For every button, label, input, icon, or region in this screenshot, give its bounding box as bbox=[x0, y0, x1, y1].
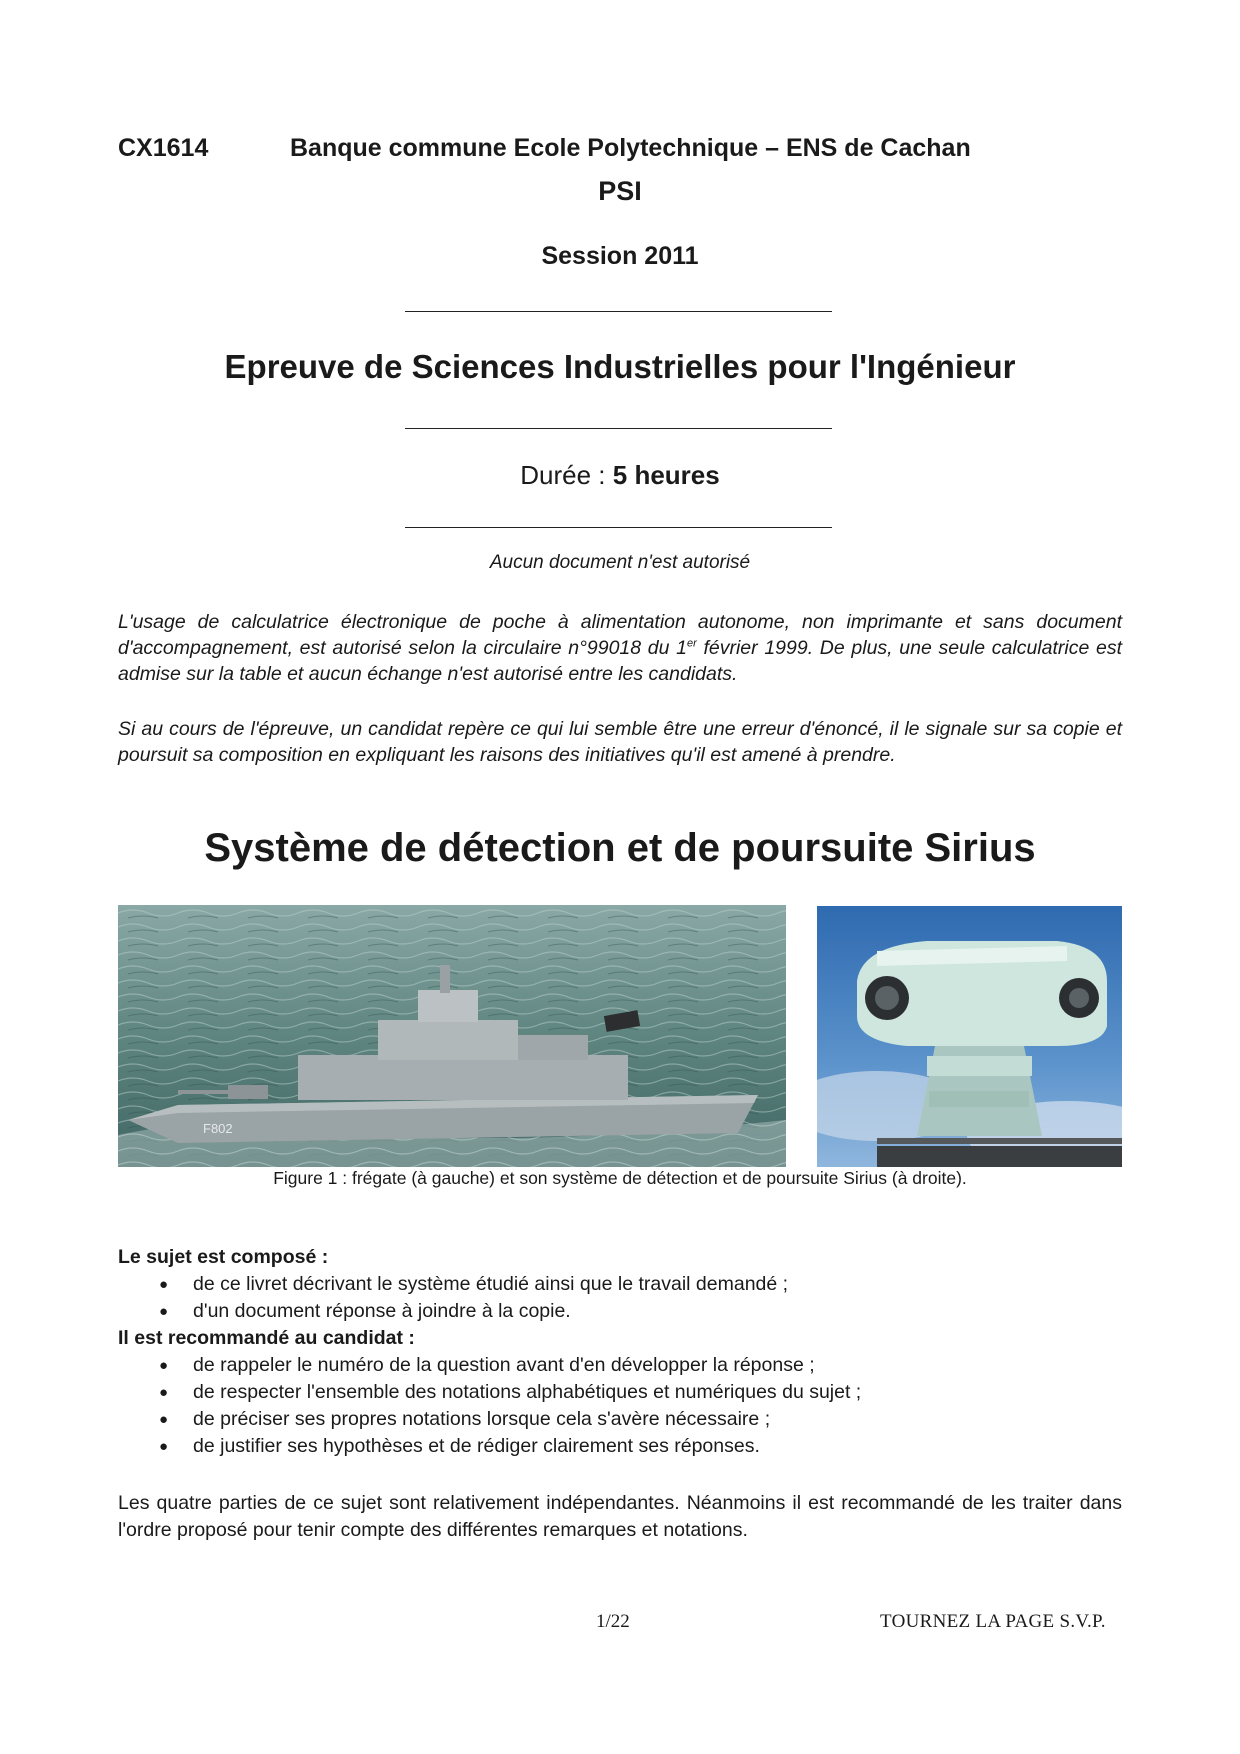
final-note: Les quatre parties de ce sujet sont relativement indépendantes. Néanmoins il est recommandé de les traiter dans l'ordre proposé pour tenir compte des différentes remarques et notations. bbox=[118, 1492, 1122, 1541]
exam-title: Epreuve de Sciences Industrielles pour l'Ingénieur bbox=[224, 348, 1016, 385]
list-item bbox=[118, 1352, 1122, 1379]
duration-value: 5 heures bbox=[612, 460, 720, 490]
list-item-text: de préciser ses propres notations lorsque cela s'avère nécessaire ; bbox=[193, 1408, 771, 1430]
list-item-text: de respecter l'ensemble des notations alphabétiques et numériques du sujet ; bbox=[193, 1381, 862, 1403]
bullet-icon: ● bbox=[159, 1384, 169, 1401]
turn-page-note: TOURNEZ LA PAGE S.V.P. bbox=[880, 1611, 1106, 1632]
bullet-icon: ● bbox=[159, 1411, 169, 1428]
sirius-photo bbox=[817, 906, 1122, 1167]
calculator-rule-text: L'usage de calculatrice électronique de poche à alimentation autonome, non imprimante et sans document d'accompagnement, est autorisé selon la circulaire n°99018 du 1 bbox=[118, 611, 1122, 659]
composition-list bbox=[118, 1271, 1122, 1325]
list-item bbox=[118, 1433, 1122, 1460]
duration bbox=[0, 460, 1240, 491]
frigate-photo bbox=[118, 905, 786, 1167]
list-item-text: de ce livret décrivant le système étudié ainsi que le travail demandé ; bbox=[193, 1273, 789, 1295]
bullet-icon: ● bbox=[159, 1438, 169, 1455]
list-item-text: de justifier ses hypothèses et de rédiger clairement ses réponses. bbox=[193, 1435, 760, 1457]
no-document-note: Aucun document n'est autorisé bbox=[489, 552, 751, 573]
bullet-icon: ● bbox=[159, 1276, 169, 1293]
list-item bbox=[118, 1271, 1122, 1298]
list-item-text: de rappeler le numéro de la question avant d'en développer la réponse ; bbox=[193, 1354, 815, 1376]
composition-heading: Le sujet est composé : bbox=[118, 1246, 329, 1268]
figure-caption: Figure 1 : frégate (à gauche) et son système de détection et de poursuite Sirius (à droite). bbox=[273, 1168, 967, 1188]
calculator-rule bbox=[118, 609, 1122, 687]
hull-number: F802 bbox=[203, 1121, 233, 1136]
calculator-rule-text-2: février 1999. De plus, une seule calculatrice est admise sur la table et aucun échange n'est autorisé entre les candidats. bbox=[118, 637, 1122, 685]
divider bbox=[405, 311, 832, 312]
session: Session 2011 bbox=[541, 242, 699, 270]
list-item bbox=[118, 1406, 1122, 1433]
exam-code: CX1614 bbox=[118, 134, 209, 162]
recommend-heading: Il est recommandé au candidat : bbox=[118, 1327, 415, 1349]
list-item bbox=[118, 1379, 1122, 1406]
calculator-rule-sup: er bbox=[687, 637, 697, 650]
filiere: PSI bbox=[598, 176, 642, 206]
duration-label: Durée : bbox=[520, 460, 613, 490]
error-note: Si au cours de l'épreuve, un candidat repère ce qui lui semble être une erreur d'énoncé, il le signale sur sa copie et poursuit sa composition en expliquant les raisons des initiatives qu'il est amené à prendre. bbox=[118, 718, 1122, 766]
exam-bank: Banque commune Ecole Polytechnique – ENS de Cachan bbox=[290, 134, 971, 162]
subject-title: Système de détection et de poursuite Sirius bbox=[204, 826, 1036, 870]
divider bbox=[405, 428, 832, 429]
composition-block bbox=[118, 1244, 1122, 1460]
list-item-text: d'un document réponse à joindre à la copie. bbox=[193, 1300, 571, 1322]
list-item bbox=[118, 1298, 1122, 1325]
recommend-list bbox=[118, 1352, 1122, 1460]
page-number: 1/22 bbox=[596, 1611, 630, 1632]
bullet-icon: ● bbox=[159, 1357, 169, 1374]
bullet-icon: ● bbox=[159, 1303, 169, 1320]
divider bbox=[405, 527, 832, 528]
